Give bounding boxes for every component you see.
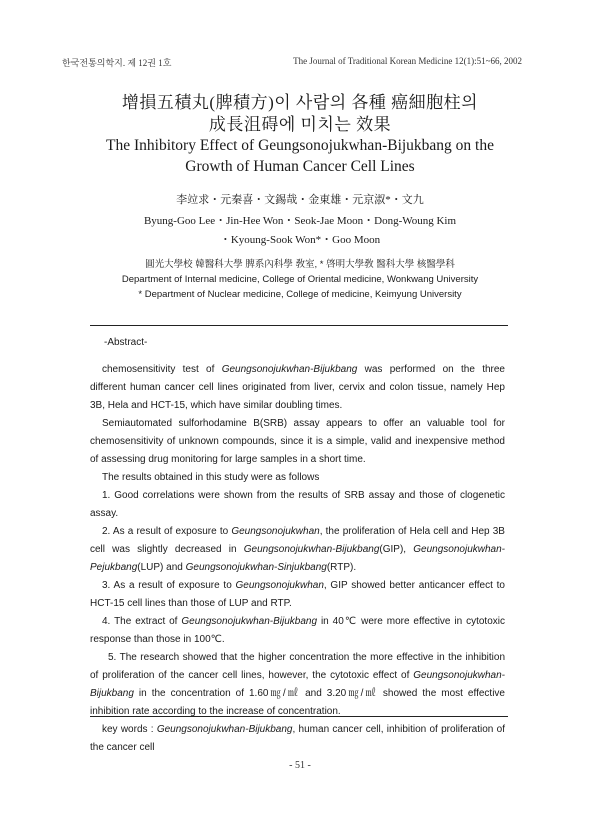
title-english-line1: The Inhibitory Effect of Geungsonojukwhan-Bijukbang on the: [106, 137, 494, 154]
abstract-bottom-rule: [90, 716, 508, 717]
journal-header-english: The Journal of Traditional Korean Medicine 12(1):51~66, 2002: [293, 56, 522, 66]
abstract-paragraph-3: The results obtained in this study were as follows: [102, 472, 320, 483]
affiliation-english-1: Department of Internal medicine, College of Oriental medicine, Wonkwang University: [121, 274, 479, 285]
title-korean-line1: 增損五積丸(脾積方)이 사람의 各種 癌細胞柱의: [121, 93, 479, 112]
abstract-paragraph-2: Semiautomated sulforhodamine B(SRB) assay appears to offer an valuable tool for chemosensitivity of unknown compounds, since it is a simple, valid and inexpensive method of assessing drug monitoring for large samples in a short time.: [90, 418, 505, 465]
abstract-paragraph-1: chemosensitivity test of Geungsonojukwhan-Bijukbang was performed on the three different human cancer cell lines originated from liver, cervix and colon tissue, namely Hep 3B, Hela and HCT-15, which have similar doubling times.: [90, 364, 505, 411]
authors-english: [50, 212, 550, 250]
keywords: key words : Geungsonojukwhan-Bijukbang, human cancer cell, inhibition of proliferation of the cancer cell: [90, 724, 505, 753]
authors-english-line2: ・Kyoung-Sook Won*・Goo Moon: [219, 234, 381, 246]
title-english: [50, 135, 550, 177]
title-korean: [50, 92, 550, 136]
result-item-5: 5. The research showed that the higher concentration the more effective in the inhibition of proliferation of the cancer cell lines, however, the cytotoxic effect of Geungsonojukwhan-Bijukbang in the concentration of 1.60㎎/㎖ and 3.20㎎/㎖ showed the most effective inhibition rate according to the increase of concentration.: [90, 652, 505, 717]
title-english-line2: Growth of Human Cancer Cell Lines: [185, 158, 415, 175]
abstract-label: -Abstract-: [104, 337, 148, 348]
result-item-4: 4. The extract of Geungsonojukwhan-Bijukbang in 40℃ were more effective in cytotoxic response than those in 100℃.: [90, 616, 505, 645]
affiliation-english-2: * Department of Nuclear medicine, College of medicine, Keimyung University: [138, 289, 462, 300]
authors-korean: 李竝求・元秦喜・文錫哉・金東雄・元京淑*・文九: [176, 194, 424, 206]
page-number: - 51 -: [289, 760, 311, 771]
abstract-top-rule: [90, 325, 508, 326]
result-item-2: 2. As a result of exposure to Geungsonojukwhan, the proliferation of Hela cell and Hep 3B cell was slightly decreased in Geungsonojukwhan-Bijukbang(GIP), Geungsonojukwhan-Pejukbang(LUP) and Geungsonojukwhan-Sinjukbang(RTP).: [90, 526, 505, 573]
journal-header-korean: 한국전통의학지. 제 12권 1호: [62, 58, 172, 68]
result-item-1: 1. Good correlations were shown from the results of SRB assay and those of clogenetic assay.: [90, 490, 505, 519]
authors-english-line1: Byung-Goo Lee・Jin-Hee Won・Seok-Jae Moon・Dong-Woung Kim: [143, 215, 457, 227]
result-item-3: 3. As a result of exposure to Geungsonojukwhan, GIP showed better anticancer effect to HCT-15 cell lines than those of LUP and RTP.: [90, 580, 505, 609]
title-korean-line2: 成長沮碍에 미치는 效果: [208, 115, 392, 134]
affiliations: [50, 257, 550, 302]
affiliation-korean: 圓光大學校 韓醫科大學 脾系內科學 敎室, * 啓明大學敎 醫科大學 核醫學科: [145, 259, 455, 270]
abstract-body: [90, 361, 505, 757]
